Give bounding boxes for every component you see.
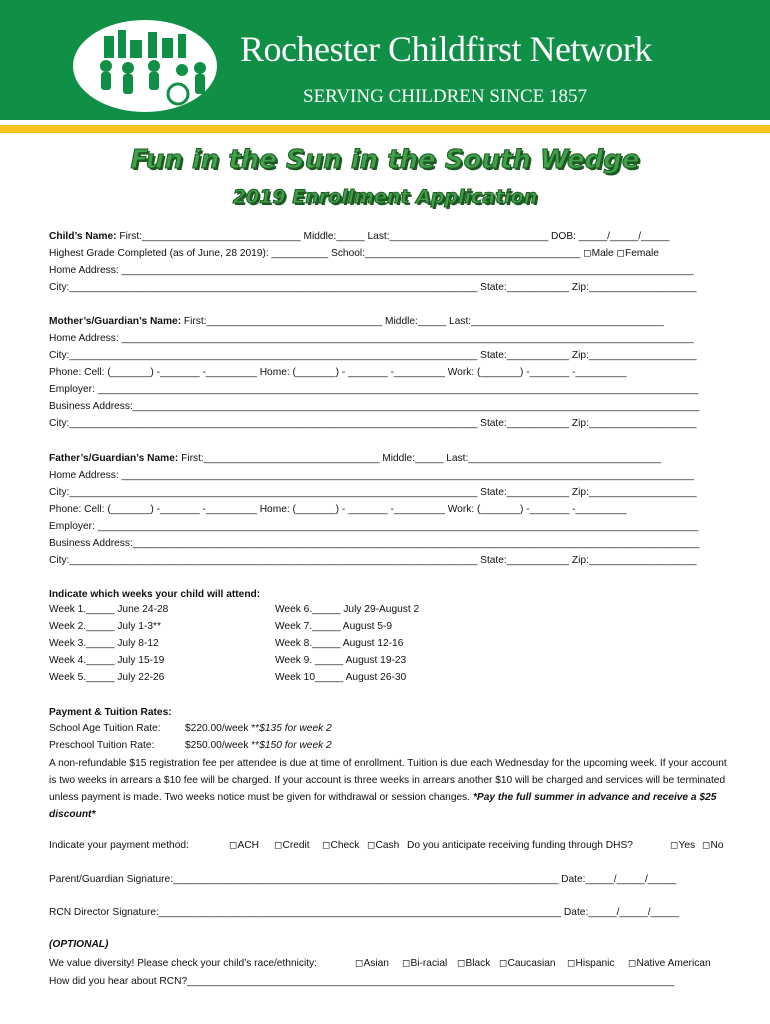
week-option[interactable]: Week 9. _____ August 19-23 [275, 655, 407, 666]
week-option[interactable]: Week 8._____ August 12-16 [275, 638, 404, 649]
father-name-line[interactable] [49, 452, 661, 466]
week-option[interactable]: Week 2._____ July 1-3** [49, 621, 161, 632]
header-stripe [0, 125, 770, 133]
preschool-week2-note: $150 for week 2 [259, 740, 332, 751]
week-option[interactable]: Week 4._____ July 15-19 [49, 655, 165, 666]
mother-business-city-line[interactable]: City:________________________________________________________________________ State:___________ Zip:___________________ [49, 418, 697, 429]
optional-heading: (OPTIONAL) [49, 939, 109, 950]
father-business-address-line[interactable]: Business Address:____________________________________________________________________________________________________ [49, 538, 700, 549]
race-native-american-checkbox[interactable]: ◻Native American [628, 958, 711, 969]
race-asian-checkbox[interactable]: ◻Asian [355, 958, 389, 969]
dhs-yes-checkbox[interactable]: ◻Yes [670, 840, 696, 851]
mother-employer-line[interactable]: Employer: __________________________________________________________________________________________________________ [49, 384, 699, 395]
payment-ach-checkbox[interactable]: ◻ACH [229, 840, 259, 851]
mother-name-line[interactable] [49, 315, 664, 329]
director-signature-line[interactable]: RCN Director Signature:_______________________________________________________________________ Date:_____/_____/_____ [49, 907, 679, 918]
child-address-line[interactable]: Home Address: _____________________________________________________________________________________________________ [49, 265, 694, 276]
payment-policy [49, 755, 729, 823]
form-title: Fun in the Sun in the South Wedge [130, 145, 640, 175]
week-option[interactable]: Week 7._____ August 5-9 [275, 621, 393, 632]
week-option[interactable]: Week 5._____ July 22-26 [49, 672, 165, 683]
form-subtitle: 2019 Enrollment Application [232, 186, 538, 208]
week-option[interactable]: Week 3._____ July 8-12 [49, 638, 159, 649]
preschool-rate-label: Preschool Tuition Rate: [49, 740, 155, 751]
school-age-rate-value: $220.00/week ** [185, 723, 260, 734]
week-option[interactable]: Week 1._____ June 24-28 [49, 604, 169, 615]
race-hispanic-checkbox[interactable]: ◻Hispanic [567, 958, 615, 969]
mother-business-address-line[interactable]: Business Address:____________________________________________________________________________________________________ [49, 401, 700, 412]
race-caucasian-checkbox[interactable]: ◻Caucasian [499, 958, 556, 969]
payment-cash-checkbox[interactable]: ◻Cash [367, 840, 400, 851]
dhs-question: Do you anticipate receiving funding through DHS? [407, 840, 633, 851]
payment-method-label: Indicate your payment method: [49, 840, 189, 851]
school-age-rate-label: School Age Tuition Rate: [49, 723, 161, 734]
week-option[interactable]: Week 10_____ August 26-30 [275, 672, 407, 683]
father-name-fields: First:_______________________________ Middle:_____ Last:__________________________________ [178, 453, 661, 464]
logo-icon [70, 14, 220, 118]
father-business-city-line[interactable]: City:________________________________________________________________________ State:___________ Zip:___________________ [49, 555, 697, 566]
mother-city-line[interactable]: City:________________________________________________________________________ State:___________ Zip:___________________ [49, 350, 697, 361]
parent-signature-line[interactable]: Parent/Guardian Signature:____________________________________________________________________ Date:_____/_____/_____ [49, 874, 677, 885]
referral-source-line[interactable]: How did you hear about RCN?______________________________________________________________________________________ [49, 976, 675, 987]
week-option[interactable]: Week 6._____ July 29-August 2 [275, 604, 420, 615]
mother-name-label: Mother’s/Guardian’s Name: [49, 316, 182, 327]
payment-credit-checkbox[interactable]: ◻Credit [274, 840, 310, 851]
discount-note: *Pay the full summer in advance and receive a $25 discount* [49, 792, 717, 820]
diversity-question: We value diversity! Please check your child’s race/ethnicity: [49, 958, 318, 969]
child-name-fields: First:____________________________ Middle:_____ Last:____________________________ DOB: _____/_____/_____ [116, 231, 670, 242]
school-age-week2-note: $135 for week 2 [259, 723, 332, 734]
child-city-line[interactable]: City:________________________________________________________________________ State:___________ Zip:___________________ [49, 282, 697, 293]
mother-name-fields: First:_______________________________ Middle:_____ Last:__________________________________ [181, 316, 664, 327]
org-name: Rochester Childfirst Network [240, 29, 652, 69]
preschool-rate [185, 740, 332, 751]
header-banner [0, 0, 770, 120]
father-city-line[interactable]: City:________________________________________________________________________ State:___________ Zip:___________________ [49, 487, 697, 498]
father-phone-line[interactable]: Phone: Cell: (_______) -_______ -_________ Home: (_______) - _______ -_________ Work: (_______) -_______ -_________ [49, 504, 627, 515]
mother-address-line[interactable]: Home Address: _____________________________________________________________________________________________________ [49, 333, 694, 344]
father-name-label: Father’s/Guardian’s Name: [49, 453, 179, 464]
org-tagline: SERVING CHILDREN SINCE 1857 [303, 86, 588, 107]
child-name-line[interactable] [49, 230, 669, 244]
father-employer-line[interactable]: Employer: __________________________________________________________________________________________________________ [49, 521, 699, 532]
school-age-rate [185, 723, 332, 734]
payment-heading: Payment & Tuition Rates: [49, 707, 172, 718]
payment-policy-text: A non-refundable $15 registration fee per attendee is due at time of enrollment. Tuition is due each Wednesday for the upcoming week. If your account is two weeks in arrears a $10 fee will be charged. If your account is three weeks in arrears another $10 will be charged and services will be terminated unless payment is made. Two weeks notice must be given for withdrawal or session changes. [49, 758, 727, 803]
weeks-heading: Indicate which weeks your child will attend: [49, 589, 261, 600]
dhs-no-checkbox[interactable]: ◻No [702, 840, 724, 851]
child-name-label: Child’s Name: [49, 231, 117, 242]
race-biracial-checkbox[interactable]: ◻Bi-racial [402, 958, 448, 969]
preschool-rate-value: $250.00/week ** [185, 740, 260, 751]
child-grade-line[interactable]: Highest Grade Completed (as of June, 28 2019): __________ School:______________________________________ ◻Male ◻Female [49, 248, 659, 259]
father-address-line[interactable]: Home Address: _____________________________________________________________________________________________________ [49, 470, 694, 481]
payment-check-checkbox[interactable]: ◻Check [322, 840, 360, 851]
race-black-checkbox[interactable]: ◻Black [457, 958, 491, 969]
mother-phone-line[interactable]: Phone: Cell: (_______) -_______ -_________ Home: (_______) - _______ -_________ Work: (_______) -_______ -_________ [49, 367, 627, 378]
